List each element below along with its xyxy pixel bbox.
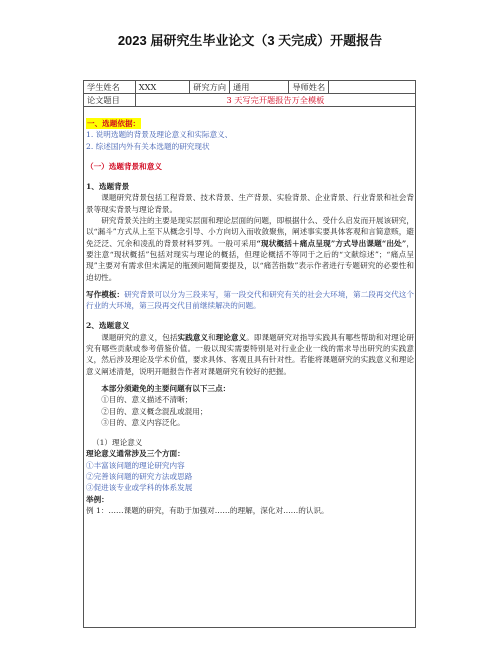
writing-template — [86, 289, 414, 312]
research-direction-value: 通用 — [230, 81, 289, 94]
theory-intro: 理论意义通常涉及三个方面： — [86, 449, 185, 459]
significance-paragraph: 课题研究的意义，包括实践意义和理论意义。即课题研究对指导实践具有哪些帮助和对理论研究有哪些贡献或参考借鉴价值。一般以现实需要特别是对行业企业一线的需求导出研究的实践意义，然后涉及理论及学术价值，要求具体、客观且具有针对性。若能将课题研究的实践意义和理论意义阐述清楚，说明开题报告作者对课题研究有较好的把握。 — [86, 332, 415, 376]
student-name-label: 学生姓名 — [84, 81, 136, 94]
info-row-1 — [84, 81, 416, 94]
example-label: 举例： — [86, 494, 109, 504]
info-row-2 — [84, 94, 416, 107]
significance-heading: 2、选题意义 — [86, 321, 130, 331]
avoid-heading: 本部分须避免的主要问题有以下三点： — [101, 383, 231, 393]
avoid-item-3: ③目的、意义内容泛化。 — [101, 417, 185, 427]
advisor-value — [329, 81, 416, 94]
research-direction-label: 研究方向 — [190, 81, 230, 94]
background-heading: 1、选题背景 — [86, 182, 130, 192]
avoid-item-1: ①目的、意义描述不清晰； — [101, 395, 193, 405]
subsection-heading: （一）选题背景和意义 — [86, 161, 162, 171]
theory-heading: （1）理论意义 — [92, 438, 143, 448]
background-paragraph-1: 课题研究背景包括工程背景、技术背景、生产背景、实验背景、企业背景、行业背景和社会背景等现实背景与理论背景。 — [86, 193, 414, 214]
section-heading: 一、选题依据： — [87, 119, 141, 128]
thesis-title-label: 论文题目 — [84, 94, 136, 107]
student-name-value: XXX — [135, 81, 189, 94]
theory-item-3: ③促进该专业或学科的体系发展 — [86, 483, 193, 493]
basis-item-1: 1. 说明选题的背景及理论意义和实际意义、 — [86, 130, 233, 140]
report-body — [86, 112, 414, 516]
writing-template-text: 研究背景可以分为三段来写，第一段交代和研究有关的社会大环境，第二段再交代这个行业的大环境，第三段再交代目前继续解决的问题。 — [86, 289, 415, 311]
example-line: 例 1：……课题的研究，有助于加强对……的理解，深化对……的认识。 — [86, 505, 329, 515]
background-paragraph-2: 研究背景关注的主要是现实层面和理论层面的问题，即根据什么、受什么启发而开展该研究，以“漏斗”方式从上至下从概念引导、小方向切入而收敛聚焦，阐述事实要具体客观和言简意赅，避免泛泛、冗余和凌乱的背景材料罗列。一般可采用“现状概括＋痛点呈现”方式导出课题“出处”，要注意“现状概括”包括对现实与理论的概括，但理论概括不等同于之后的“文献综述”；“痛点呈现”主要对有需求但未满足的瓶颈问题简要提及，以“痛苦指数”表示作者进行专题研究的必要性和迫切性。 — [86, 216, 415, 282]
info-table — [83, 80, 416, 107]
avoid-item-2: ②目的、意义概念混乱或混用； — [101, 406, 208, 416]
advisor-label: 导师姓名 — [289, 81, 329, 94]
theory-item-1: ①丰富该问题的理论研究内容 — [86, 460, 185, 470]
thesis-title-value: 3 天写完开题报告万全模板 — [135, 94, 415, 107]
basis-item-2: 2. 综述国内外有关本选题的研究现状 — [86, 141, 210, 151]
page-title: 2023 届研究生毕业论文（3 天完成）开题报告 — [117, 33, 383, 48]
theory-item-2: ②完善该问题的研究方法或思路 — [86, 472, 193, 482]
writing-template-label: 写作模板： — [86, 289, 125, 299]
